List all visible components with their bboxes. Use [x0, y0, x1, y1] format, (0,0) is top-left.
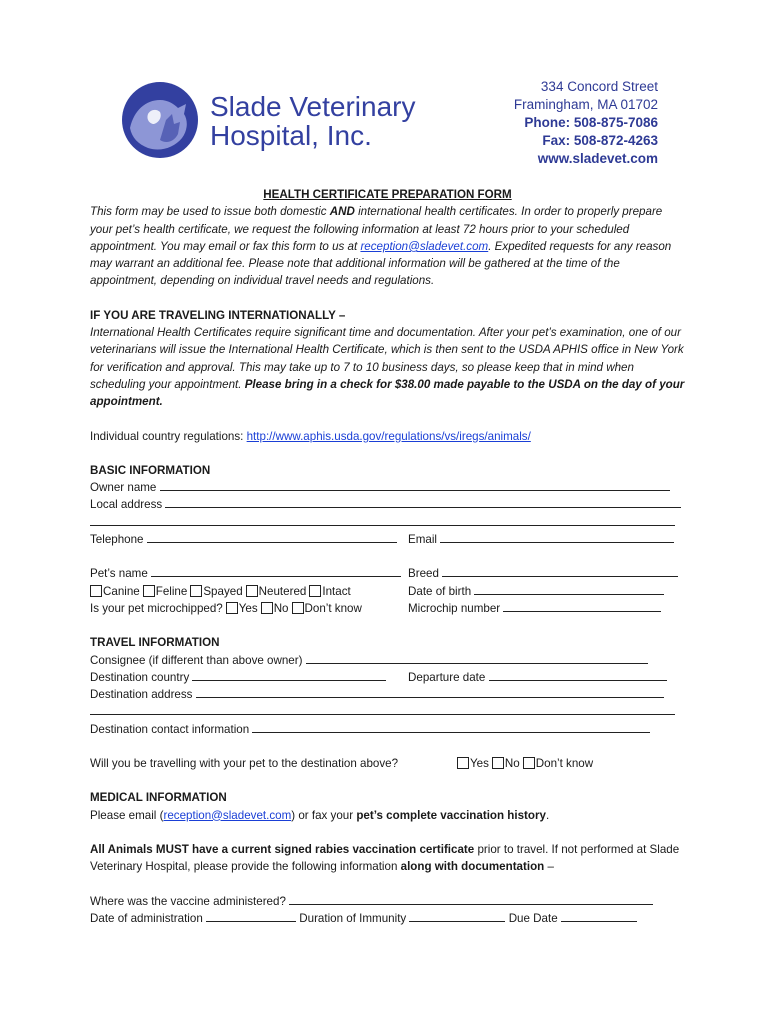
travel-heading: TRAVEL INFORMATION	[90, 636, 220, 650]
vacc-end: .	[545, 808, 550, 822]
rabies-text: prior to travel. If not performed at Slade Veterinary Hospital, please provide the following information	[90, 842, 680, 874]
address-line2: Framingham, MA 01702	[513, 97, 658, 112]
duration-label: Duration of Immunity	[299, 911, 407, 925]
where-field[interactable]	[289, 893, 653, 905]
phone: Phone: 508-875-7086	[524, 115, 658, 130]
intro-paragraph	[90, 203, 685, 289]
telephone-field[interactable]	[147, 531, 397, 543]
rabies-bold: All Animals MUST have a current signed rabies vaccination certificate	[90, 842, 475, 856]
microchip-no-checkbox[interactable]	[261, 602, 273, 614]
intro-text-b: international health certificates. In order to properly prepare your pet’s health certificate, we request the following information at least 72 hours prior to your scheduled appointment. You may email or fax this form to us at	[90, 205, 663, 253]
vacc-bold: pet’s complete vaccination history	[356, 808, 546, 822]
consignee-label: Consignee (if different than above owner)	[90, 653, 303, 667]
dest-country-label: Destination country	[90, 670, 190, 684]
date-admin-row	[90, 910, 685, 927]
vacc-prefix: Please email (	[90, 808, 164, 822]
microchip-yes-checkbox[interactable]	[226, 602, 238, 614]
clinic-logo	[120, 80, 450, 170]
pet-name-field[interactable]	[151, 565, 401, 577]
spayed-checkbox[interactable]	[190, 585, 202, 597]
consignee-field[interactable]	[306, 652, 648, 664]
telephone-row	[90, 531, 685, 548]
spayed-label: Spayed	[203, 584, 243, 598]
form-title: HEALTH CERTIFICATE PREPARATION FORM	[263, 188, 512, 201]
feline-checkbox[interactable]	[143, 585, 155, 597]
microchip-row	[90, 600, 685, 617]
where-row	[90, 893, 685, 910]
intact-checkbox[interactable]	[309, 585, 321, 597]
intro-and: AND	[329, 205, 355, 219]
breed-label: Breed	[408, 567, 439, 581]
dest-contact-row	[90, 721, 685, 738]
intl-check-note: Please bring in a check for $38.00 made payable to the USDA on the day of your appointment.	[90, 377, 685, 409]
species-row	[90, 583, 685, 600]
microchip-number-field[interactable]	[503, 600, 661, 612]
dest-address-field-2[interactable]	[90, 703, 675, 715]
dob-field[interactable]	[474, 583, 664, 595]
with-pet-yes-checkbox[interactable]	[457, 757, 469, 769]
canine-checkbox[interactable]	[90, 585, 102, 597]
basic-heading: BASIC INFORMATION	[90, 463, 211, 477]
pet-name-row	[90, 565, 685, 582]
telephone-label: Telephone	[90, 533, 144, 547]
breed-field[interactable]	[442, 565, 678, 577]
consignee-row	[90, 652, 685, 669]
clinic-name-line2: Hospital, Inc.	[210, 120, 372, 151]
local-address-field[interactable]	[165, 496, 681, 508]
intact-label: Intact	[322, 584, 351, 598]
website[interactable]: www.sladevet.com	[537, 151, 658, 166]
vaccination-history-line	[90, 807, 685, 824]
fax: Fax: 508-872-4263	[542, 133, 658, 148]
local-address-row	[90, 496, 685, 513]
date-admin-label: Date of administration	[90, 911, 203, 925]
country-label: Individual country regulations:	[90, 429, 247, 443]
country-regulations	[90, 428, 685, 445]
microchip-no-label: No	[273, 601, 289, 615]
intro-text-a: This form may be used to issue both domestic	[90, 205, 330, 219]
duration-field[interactable]	[409, 910, 505, 922]
vacc-mid: ) or fax your	[291, 808, 357, 822]
with-pet-no-checkbox[interactable]	[492, 757, 504, 769]
owner-name-field[interactable]	[160, 479, 670, 491]
contact-block	[498, 78, 658, 168]
departure-label: Departure date	[408, 670, 486, 684]
dest-address-field[interactable]	[196, 686, 664, 698]
dest-address-row	[90, 686, 685, 703]
medical-heading: MEDICAL INFORMATION	[90, 791, 227, 805]
medical-email-link[interactable]: reception@sladevet.com	[163, 808, 292, 822]
dest-contact-label: Destination contact information	[90, 722, 250, 736]
local-address-label: Local address	[90, 498, 163, 512]
canine-label: Canine	[103, 584, 140, 598]
intl-text: International Health Certificates require significant time and documentation. After your pet’s examination, one of our veterinarians will issue the International Health Certificate, which is then sent to the USDA APHIS office in New York for verification and approval. This may take up to 7 to 10 business days, so please keep that in mind when scheduling your appointment.	[90, 326, 684, 391]
with-pet-row	[90, 755, 685, 772]
intl-paragraph	[90, 324, 685, 410]
due-date-field[interactable]	[561, 910, 637, 922]
local-address-row2	[90, 514, 685, 531]
email-label: Email	[408, 533, 437, 547]
owner-name-label: Owner name	[90, 481, 157, 495]
dest-address-label: Destination address	[90, 688, 193, 702]
with-pet-dontknow-label: Don’t know	[535, 757, 594, 771]
clinic-name-line1: Slade Veterinary	[210, 91, 416, 122]
with-pet-label: Will you be travelling with your pet to the destination above?	[90, 757, 399, 771]
intro-text-c: . Expedited requests for any reason may warrant an additional fee. Please note that additional information will be gathered at the time of the appointment, depending on individual travel needs and regulations.	[90, 239, 672, 288]
feline-label: Feline	[155, 584, 188, 598]
dob-label: Date of birth	[408, 584, 472, 598]
dest-contact-field[interactable]	[252, 721, 650, 733]
form-content	[90, 186, 685, 927]
rabies-end: –	[544, 860, 554, 874]
due-date-label: Due Date	[508, 911, 558, 925]
clinic-name	[210, 92, 415, 150]
departure-field[interactable]	[489, 669, 667, 681]
country-regulations-link[interactable]: http://www.aphis.usda.gov/regulations/vs/iregs/animals/	[246, 429, 531, 443]
dest-country-field[interactable]	[192, 669, 386, 681]
microchip-dontknow-label: Don’t know	[304, 601, 362, 615]
pet-silhouette-icon	[120, 80, 200, 160]
email-field[interactable]	[440, 531, 674, 543]
microchip-dontknow-checkbox[interactable]	[292, 602, 304, 614]
rabies-bold2: along with documentation	[400, 860, 545, 874]
with-pet-dontknow-checkbox[interactable]	[523, 757, 535, 769]
owner-name-row	[90, 479, 685, 496]
with-pet-no-label: No	[504, 757, 520, 771]
rabies-paragraph	[90, 841, 685, 876]
neutered-label: Neutered	[258, 584, 307, 598]
where-label: Where was the vaccine administered?	[90, 894, 286, 908]
neutered-checkbox[interactable]	[246, 585, 258, 597]
local-address-field-2[interactable]	[90, 514, 675, 526]
intl-heading: IF YOU ARE TRAVELING INTERNATIONALLY –	[90, 308, 346, 322]
address-line1: 334 Concord Street	[540, 79, 658, 94]
dest-country-row	[90, 669, 685, 686]
with-pet-yes-label: Yes	[470, 757, 489, 771]
intro-email-link[interactable]: reception@sladevet.com	[360, 239, 489, 253]
date-admin-field[interactable]	[206, 910, 296, 922]
microchip-yes-label: Yes	[238, 601, 258, 615]
microchipped-label: Is your pet microchipped?	[90, 601, 223, 615]
dest-address-row2	[90, 703, 685, 720]
microchip-number-label: Microchip number	[408, 601, 501, 615]
pet-name-label: Pet’s name	[90, 567, 148, 581]
